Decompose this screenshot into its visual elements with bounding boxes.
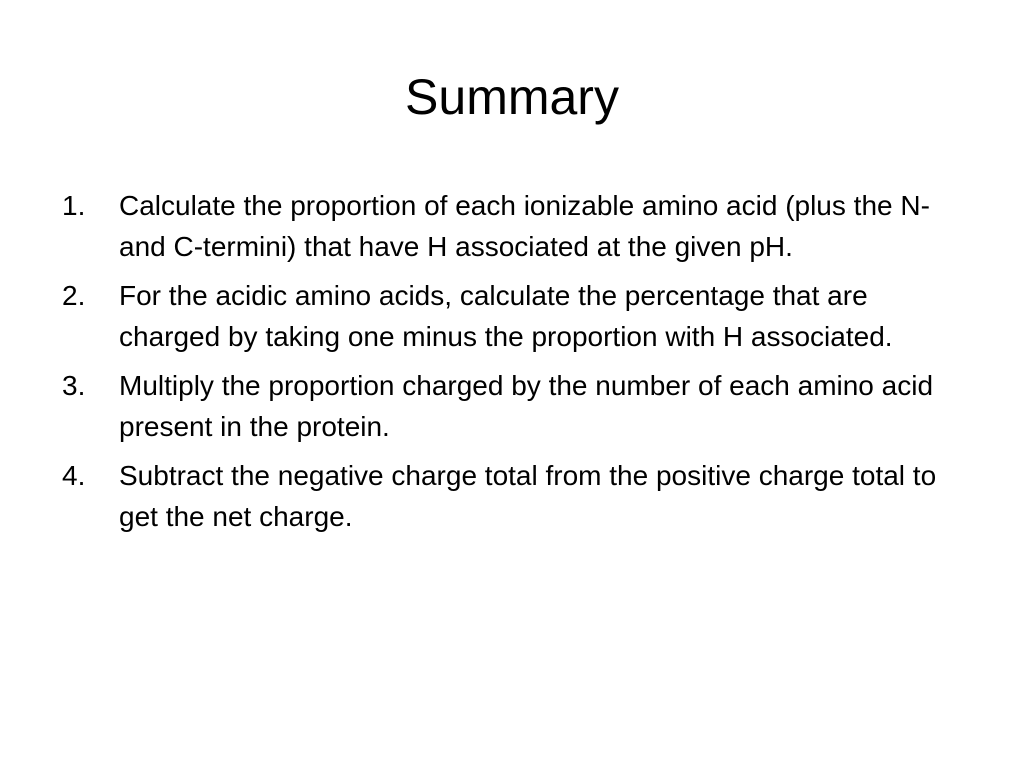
list-item-text: Multiply the proportion charged by the number of each amino acid present in the protein.	[119, 370, 934, 442]
list-item	[62, 275, 972, 357]
list-item-number: 3.	[62, 370, 86, 401]
list-item-number: 2.	[62, 280, 86, 311]
list-item-text: Subtract the negative charge total from the positive charge total to get the net charge.	[119, 460, 937, 532]
slide-title: Summary	[405, 69, 619, 125]
list-item-text: For the acidic amino acids, calculate the percentage that are charged by taking one minus the proportion with H associated.	[119, 280, 893, 352]
list-item	[62, 365, 972, 447]
list-item-number: 1.	[62, 190, 86, 221]
list-item-text: Calculate the proportion of each ionizable amino acid (plus the N- and C-termini) that have H associated at the given pH.	[119, 190, 930, 262]
list-item-number: 4.	[62, 460, 86, 491]
list-item	[62, 455, 972, 537]
summary-list	[62, 185, 972, 545]
list-item	[62, 185, 972, 267]
